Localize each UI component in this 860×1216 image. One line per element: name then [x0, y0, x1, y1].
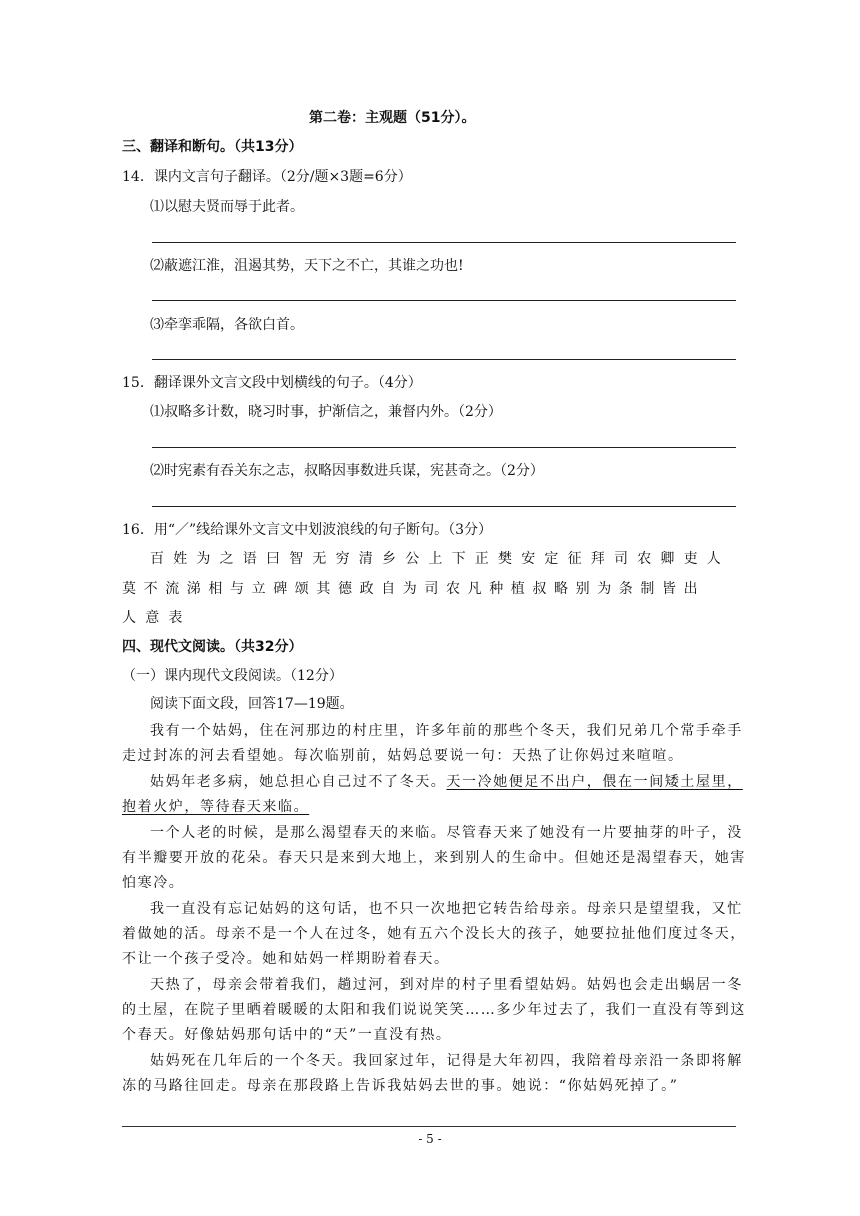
question-14-stem: 14．课内文言句子翻译。（2分/题×3题=6分）	[122, 169, 412, 185]
question-16-stem: 16．用“／”线给课外文言文中划波浪线的句子断句。（3分）	[122, 522, 493, 538]
answer-line[interactable]	[152, 300, 736, 301]
question-14-item-3: ⑶牵挛乖隔，各欲白首。	[150, 317, 304, 333]
question-15-item-2: ⑵时宪素有吞关东之志，叔略因事数进兵谋，宪甚奇之。（2分）	[150, 463, 544, 479]
answer-line[interactable]	[152, 506, 736, 507]
section-4-title: 四、现代文阅读。（共32分）	[122, 639, 303, 655]
underlined-sentence: 天一冷她便足不出户，偎在一间矮土屋里，	[446, 774, 743, 790]
answer-line[interactable]	[152, 242, 736, 243]
underlined-sentence: 抱着火炉，等待春天来临。	[122, 799, 310, 815]
passage-line	[150, 772, 743, 792]
passage-line: 着做她的活。母亲不是一个人在过冬，她有五六个没长大的孩子，她要拉扯他们度过冬天，	[122, 926, 746, 942]
question-14-item-2: ⑵蔽遮江淮，沮遏其势，天下之不亡，其谁之功也!	[150, 258, 464, 274]
answer-line[interactable]	[152, 447, 736, 448]
passage-text: 姑妈年老多病，她总担心自己过不了冬天。	[150, 774, 447, 790]
passage-line: 不让一个孩子受冷。她和姑妈一样期盼着春天。	[122, 951, 450, 967]
subsection-title: （一）课内现代文段阅读。（12分）	[122, 668, 343, 684]
passage-line: 个春天。好像姑妈那句话中的“天”一直没有热。	[122, 1027, 452, 1043]
passage-line: 怕寒冷。	[122, 875, 185, 891]
section-3-title: 三、翻译和断句。（共13分）	[122, 139, 303, 155]
question-14-item-1: ⑴以慰夫贤而辱于此者。	[150, 199, 304, 215]
punctuation-text-line: 百姓为之语曰智无穷清乡公上下正樊安定征拜司农卿吏人	[150, 551, 730, 567]
passage-line: 天热了，母亲会带着我们，趟过河，到对岸的村子里看望姑妈。姑妈也会走出蜗居一冬	[150, 977, 743, 993]
question-15-stem: 15．翻译课外文言文段中划横线的句子。（4分）	[122, 375, 422, 391]
answer-line[interactable]	[152, 359, 736, 360]
passage-line: 一个人老的时候，是那么渴望春天的来临。尽管春天来了她没有一片要抽芽的叶子，没	[150, 825, 743, 841]
question-15-item-1: ⑴叔略多计数，晓习时事，护渐信之，兼督内外。（2分）	[150, 404, 502, 420]
passage-line: 姑妈死在几年后的一个冬天。我回家过年，记得是大年初四，我陪着母亲沿一条即将解	[150, 1053, 743, 1069]
reading-instruction: 阅读下面文段，回答17—19题。	[150, 696, 354, 712]
paper-section-title: 第二卷：主观题（51分）。	[309, 110, 476, 126]
page-number: - 5 -	[418, 1132, 442, 1146]
passage-line: 冻的马路往回走。母亲在那段路上告诉我姑妈去世的事。她说：“你姑妈死掉了。”	[122, 1078, 679, 1094]
punctuation-text-line: 莫不流涕相与立碑颂其德政自为司农凡种植叔略别为条制皆出	[122, 581, 706, 597]
passage-line: 我一直没有忘记姑妈的这句话，也不只一次地把它转告给母亲。母亲只是望望我，又忙	[150, 901, 743, 917]
punctuation-text-line: 人意表	[122, 610, 192, 626]
passage-line: 有半瓣要开放的花朵。春天只是来到大地上，来到别人的生命中。但她还是渴望春天，她害	[122, 850, 746, 866]
passage-line: 走过封冻的河去看望她。每次临别前，姑妈总要说一句：天热了让你妈过来喧喧。	[122, 748, 684, 764]
passage-line: 的土屋，在院子里晒着暖暖的太阳和我们说说笑笑……多少年过去了，我们一直没有等到这	[122, 1002, 746, 1018]
passage-line: 我有一个姑妈，住在河那边的村庄里，许多年前的那些个冬天，我们兄弟几个常手牵手	[150, 723, 743, 739]
footer-divider	[122, 1126, 736, 1127]
